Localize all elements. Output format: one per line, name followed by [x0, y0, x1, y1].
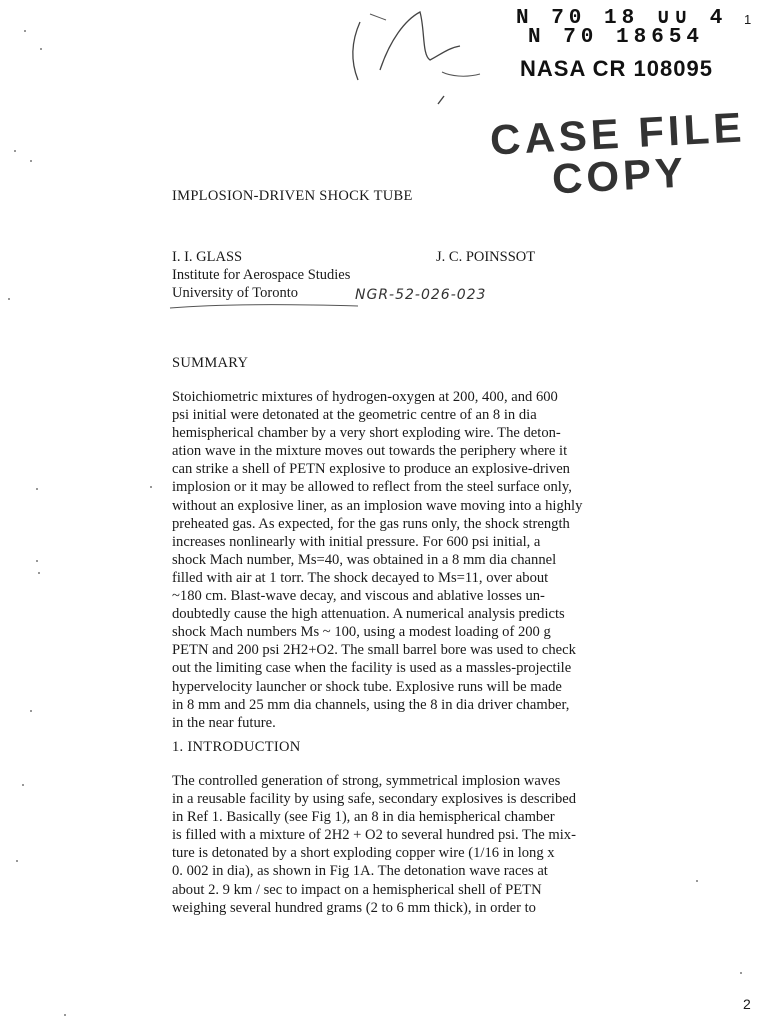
summary-heading: SUMMARY: [172, 355, 249, 371]
university-name: University of Toronto: [172, 285, 298, 301]
intro-line: in Ref 1. Basically (see Fig 1), an 8 in dia hemispherical chamber: [172, 809, 555, 826]
introduction-heading: 1. INTRODUCTION: [172, 739, 301, 755]
summary-line: without an explosive liner, as an implosion wave moving into a highly: [172, 497, 583, 514]
summary-line: ~180 cm. Blast-wave decay, and viscous and ablative losses un-: [172, 588, 545, 605]
scan-speck: [30, 710, 32, 712]
scan-speck: [8, 298, 10, 300]
introduction-body: [172, 772, 724, 917]
summary-line: ation wave in the mixture moves out towards the periphery where it: [172, 443, 568, 460]
summary-line: hypervelocity launcher or shock tube. Explosive runs will be made: [172, 678, 562, 695]
institute-name: Institute for Aerospace Studies: [172, 267, 351, 283]
scan-speck: [36, 560, 38, 562]
scan-speck: [696, 880, 698, 882]
summary-line: implosion or it may be allowed to reflect from the steel surface only,: [172, 479, 572, 496]
summary-line: increases nonlinearly with initial pressure. For 600 psi initial, a: [172, 533, 541, 550]
intro-line: The controlled generation of strong, symmetrical implosion waves: [172, 773, 561, 789]
paper-title: IMPLOSION-DRIVEN SHOCK TUBE: [172, 188, 413, 204]
scan-speck: [24, 30, 26, 32]
intro-line: about 2. 9 km / sec to impact on a hemispherical shell of PETN: [172, 881, 542, 898]
author-poinssot: J. C. POINSSOT: [436, 249, 536, 265]
intro-line: 0. 002 in dia), as shown in Fig 1A. The detonation wave races at: [172, 863, 548, 880]
intro-line: in a reusable facility by using safe, secondary explosives is described: [172, 791, 577, 808]
summary-line: shock Mach number, Ms=40, was obtained in a 8 mm dia channel: [172, 551, 557, 568]
summary-line: out the limiting case when the facility is used as a massles-projectile: [172, 660, 572, 677]
case-file-stamp: CASE FILE: [488, 103, 747, 164]
summary-line: preheated gas. As expected, for the gas runs only, the shock strength: [172, 515, 570, 532]
accession-number-stamp: N 70 18 ∪∪ 4: [516, 7, 728, 30]
scan-speck: [740, 972, 742, 974]
nasa-report-id: NASA CR 108095: [520, 56, 713, 81]
intro-line: weighing several hundred grams (2 to 6 mm thick), in order to: [172, 899, 536, 916]
summary-line: can strike a shell of PETN explosive to produce an explosive-driven: [172, 461, 570, 478]
handwritten-scribble-icon: [330, 0, 510, 120]
scan-speck: [22, 784, 24, 786]
scan-speck: [30, 160, 32, 162]
summary-line: in 8 mm and 25 mm dia channels, using the 8 in dia driver chamber,: [172, 696, 570, 713]
summary-line: shock Mach numbers Ms ~ 100, using a modest loading of 200 g: [172, 624, 551, 641]
summary-line: in the near future.: [172, 714, 276, 731]
copy-stamp: COPY: [550, 148, 689, 203]
summary-line: hemispherical chamber by a very short exploding wire. The deton-: [172, 425, 561, 442]
scan-speck: [150, 486, 152, 488]
scan-speck: [40, 48, 42, 50]
summary-body: [172, 388, 724, 732]
summary-line: PETN and 200 psi 2H2+O2. The small barrel bore was used to check: [172, 642, 576, 659]
summary-line: doubtedly cause the high attenuation. A numerical analysis predicts: [172, 606, 565, 623]
author-glass: I. I. GLASS: [172, 249, 243, 265]
page-number: 2: [743, 996, 751, 1012]
summary-line: psi initial were detonated at the geometric centre of an 8 in dia: [172, 407, 537, 424]
summary-line: Stoichiometric mixtures of hydrogen-oxygen at 200, 400, and 600: [172, 389, 558, 405]
scan-speck: [36, 488, 38, 490]
accession-number-typed: N 70 18654: [528, 26, 705, 49]
scan-speck: [64, 1014, 66, 1016]
corner-number: 1: [744, 12, 752, 27]
summary-line: filled with air at 1 torr. The shock decayed to Ms=11, over about: [172, 569, 549, 586]
scan-speck: [14, 150, 16, 152]
scan-speck: [16, 860, 18, 862]
intro-line: is filled with a mixture of 2H2 + O2 to several hundred psi. The mix-: [172, 827, 576, 844]
intro-line: ture is detonated by a short exploding copper wire (1/16 in long x: [172, 845, 555, 862]
scan-speck: [38, 572, 40, 574]
handwritten-grant-number: NGR-52-026-023: [355, 287, 487, 303]
handwritten-underline-icon: [168, 300, 368, 312]
